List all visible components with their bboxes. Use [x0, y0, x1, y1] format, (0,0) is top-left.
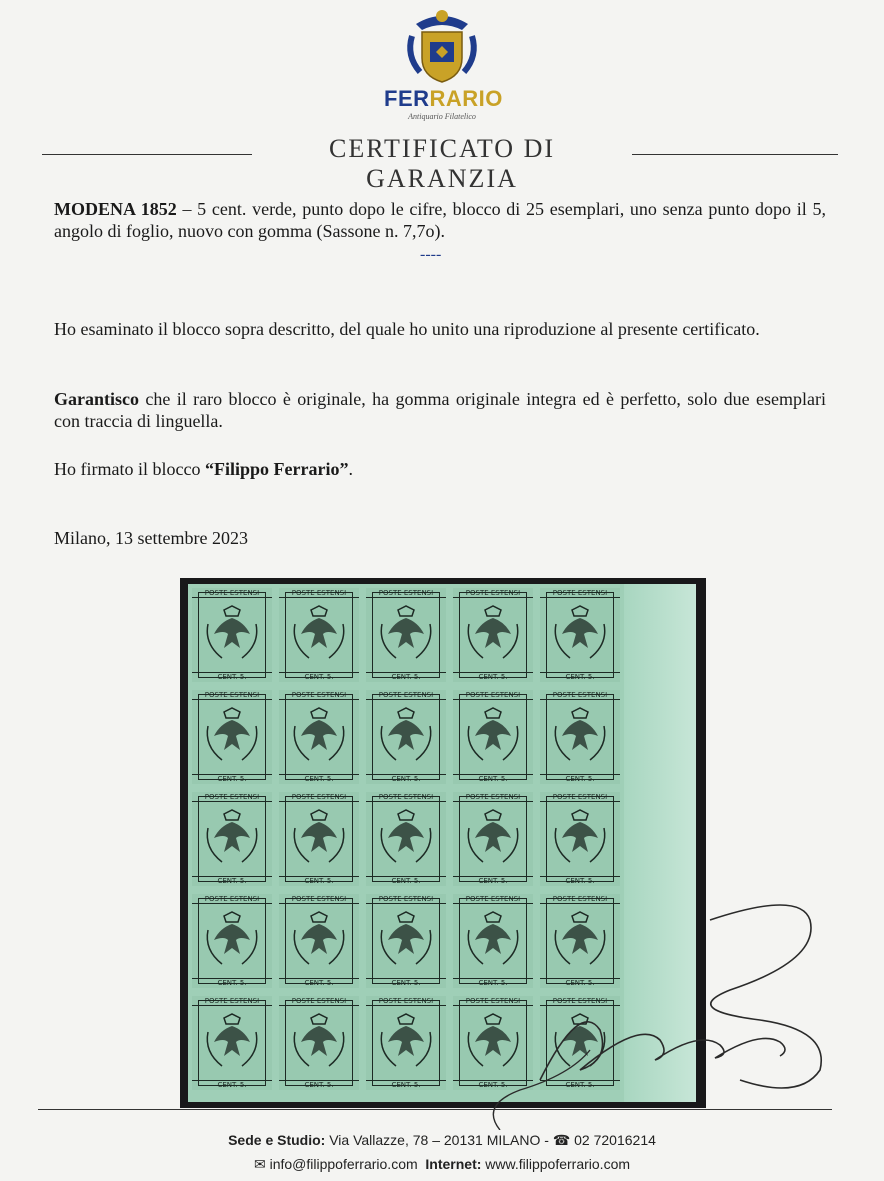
- stamp-value-text: CENT. 5.: [366, 978, 446, 987]
- stamp-top-text: POSTE ESTENSI: [366, 997, 446, 1006]
- stamp-value-text: CENT. 5.: [279, 774, 359, 783]
- email-icon: ✉: [253, 1156, 266, 1172]
- guarantee-lead: Garantisco: [54, 389, 139, 409]
- page-title: CERTIFICATO DI GARANZIA: [328, 134, 556, 193]
- stamp-top-text: POSTE ESTENSI: [366, 691, 446, 700]
- stamp-value-text: CENT. 5.: [540, 774, 620, 783]
- eagle-icon: [376, 1012, 436, 1072]
- stamp: [366, 894, 446, 988]
- stamp-top-text: POSTE ESTENSI: [453, 589, 533, 598]
- stamp-top-text: POSTE ESTENSI: [192, 895, 272, 904]
- stamp-value-text: CENT. 5.: [192, 876, 272, 885]
- eagle-icon: [463, 808, 523, 868]
- stamp: [366, 588, 446, 682]
- signer-name: “Filippo Ferrario”: [204, 459, 349, 479]
- brand-name: FERRARIO: [384, 86, 503, 111]
- stamp: [453, 690, 533, 784]
- eagle-icon: [202, 706, 262, 766]
- stamp-value-text: CENT. 5.: [192, 774, 272, 783]
- stamp-value-text: CENT. 5.: [279, 672, 359, 681]
- stamp: [366, 996, 446, 1090]
- stamp-value-text: CENT. 5.: [453, 774, 533, 783]
- stamp-top-text: POSTE ESTENSI: [540, 895, 620, 904]
- eagle-icon: [202, 910, 262, 970]
- description-text: – 5 cent. verde, punto dopo le cifre, blocco di 25 esemplari, uno senza punto dopo il 5, angolo di foglio, nuovo con gomma (Sassone n. 7,7o).: [54, 199, 826, 241]
- stamp: [279, 690, 359, 784]
- eagle-icon: [550, 808, 610, 868]
- stamp-top-text: POSTE ESTENSI: [279, 793, 359, 802]
- stamp-top-text: POSTE ESTENSI: [453, 895, 533, 904]
- stamp-top-text: POSTE ESTENSI: [192, 589, 272, 598]
- eagle-icon: [376, 910, 436, 970]
- stamp: [192, 996, 272, 1090]
- stamp-value-text: CENT. 5.: [279, 876, 359, 885]
- eagle-icon: [550, 706, 610, 766]
- stamp-top-text: POSTE ESTENSI: [366, 793, 446, 802]
- stamp-value-text: CENT. 5.: [192, 1080, 272, 1089]
- stamp: [192, 792, 272, 886]
- studio-label: Sede e Studio:: [228, 1132, 326, 1148]
- stamp-value-text: CENT. 5.: [192, 978, 272, 987]
- stamp: [279, 792, 359, 886]
- stamp-value-text: CENT. 5.: [366, 672, 446, 681]
- stamp-top-text: POSTE ESTENSI: [192, 793, 272, 802]
- stamp-value-text: CENT. 5.: [453, 876, 533, 885]
- guarantee-text: che il raro blocco è originale, ha gomma originale integra ed è perfetto, solo due esemplari con traccia di linguella.: [54, 389, 826, 431]
- eagle-icon: [289, 604, 349, 664]
- stamp: [366, 792, 446, 886]
- eagle-icon: [550, 604, 610, 664]
- stamp: [192, 894, 272, 988]
- website-link[interactable]: www.filippoferrario.com: [481, 1156, 631, 1172]
- title-divider-right: [632, 154, 838, 155]
- stamp-value-text: CENT. 5.: [540, 1080, 620, 1089]
- signed-text: Ho firmato il blocco: [54, 459, 205, 479]
- description-lead: MODENA 1852: [54, 199, 177, 219]
- eagle-icon: [202, 1012, 262, 1072]
- stamp-value-text: CENT. 5.: [366, 1080, 446, 1089]
- stamp-value-text: CENT. 5.: [453, 978, 533, 987]
- paragraph-guarantee: [54, 388, 826, 432]
- stamp-top-text: POSTE ESTENSI: [192, 997, 272, 1006]
- stamp-top-text: POSTE ESTENSI: [540, 793, 620, 802]
- eagle-icon: [376, 808, 436, 868]
- stamp-top-text: POSTE ESTENSI: [366, 589, 446, 598]
- stamp-top-text: POSTE ESTENSI: [279, 895, 359, 904]
- paragraph-examined: Ho esaminato il blocco sopra descritto, del quale ho unito una riproduzione al presente certificato.: [54, 319, 760, 339]
- stamp-top-text: POSTE ESTENSI: [540, 997, 620, 1006]
- eagle-icon: [289, 1012, 349, 1072]
- stamp: [540, 588, 620, 682]
- stamp-top-text: POSTE ESTENSI: [192, 691, 272, 700]
- stamp-top-text: POSTE ESTENSI: [279, 997, 359, 1006]
- stamp-value-text: CENT. 5.: [540, 978, 620, 987]
- paragraph-signed: [54, 458, 826, 480]
- signed-end: .: [348, 459, 353, 479]
- stamp: [540, 792, 620, 886]
- eagle-icon: [289, 808, 349, 868]
- stamp-value-text: CENT. 5.: [453, 672, 533, 681]
- eagle-icon: [376, 604, 436, 664]
- stamp: [192, 588, 272, 682]
- eagle-icon: [289, 706, 349, 766]
- stamp: [279, 996, 359, 1090]
- eagle-icon: [463, 604, 523, 664]
- stamp-top-text: POSTE ESTENSI: [453, 691, 533, 700]
- stamp-top-text: POSTE ESTENSI: [366, 895, 446, 904]
- stamp-top-text: POSTE ESTENSI: [279, 589, 359, 598]
- item-description: [54, 198, 826, 242]
- stamp-value-text: CENT. 5.: [279, 1080, 359, 1089]
- stamp-value-text: CENT. 5.: [453, 1080, 533, 1089]
- footer-contacts: [0, 1156, 884, 1173]
- stamp-top-text: POSTE ESTENSI: [540, 589, 620, 598]
- stamp-value-text: CENT. 5.: [366, 876, 446, 885]
- stamp-value-text: CENT. 5.: [366, 774, 446, 783]
- stamp: [192, 690, 272, 784]
- internet-label: Internet:: [425, 1156, 482, 1172]
- eagle-icon: [202, 604, 262, 664]
- crest-icon: [402, 6, 482, 86]
- handwritten-signature: [460, 880, 850, 1130]
- stamp-top-text: POSTE ESTENSI: [279, 691, 359, 700]
- stamp-value-text: CENT. 5.: [192, 672, 272, 681]
- stamp: [279, 588, 359, 682]
- stamp-top-text: POSTE ESTENSI: [453, 997, 533, 1006]
- eagle-icon: [289, 910, 349, 970]
- stamp-top-text: POSTE ESTENSI: [540, 691, 620, 700]
- stamp: [453, 588, 533, 682]
- eagle-icon: [202, 808, 262, 868]
- stamp-top-text: POSTE ESTENSI: [453, 793, 533, 802]
- studio-address: Via Vallazze, 78 – 20131 MILANO - ☎ 02 72016214: [325, 1132, 656, 1148]
- eagle-icon: [376, 706, 436, 766]
- stamp-value-text: CENT. 5.: [279, 978, 359, 987]
- stamp: [279, 894, 359, 988]
- separator: ----: [420, 246, 442, 263]
- stamp-value-text: CENT. 5.: [540, 876, 620, 885]
- eagle-icon: [463, 706, 523, 766]
- stamp-value-text: CENT. 5.: [540, 672, 620, 681]
- stamp: [453, 792, 533, 886]
- title-row: [42, 134, 838, 193]
- email-link[interactable]: info@filippoferrario.com: [265, 1156, 418, 1172]
- footer-divider: [38, 1109, 832, 1110]
- brand-tagline: Antiquario Filatelico: [408, 112, 476, 121]
- title-divider-left: [42, 154, 252, 155]
- certificate-date: Milano, 13 settembre 2023: [54, 528, 248, 548]
- stamp: [540, 690, 620, 784]
- stamp: [366, 690, 446, 784]
- footer-address: [0, 1132, 884, 1149]
